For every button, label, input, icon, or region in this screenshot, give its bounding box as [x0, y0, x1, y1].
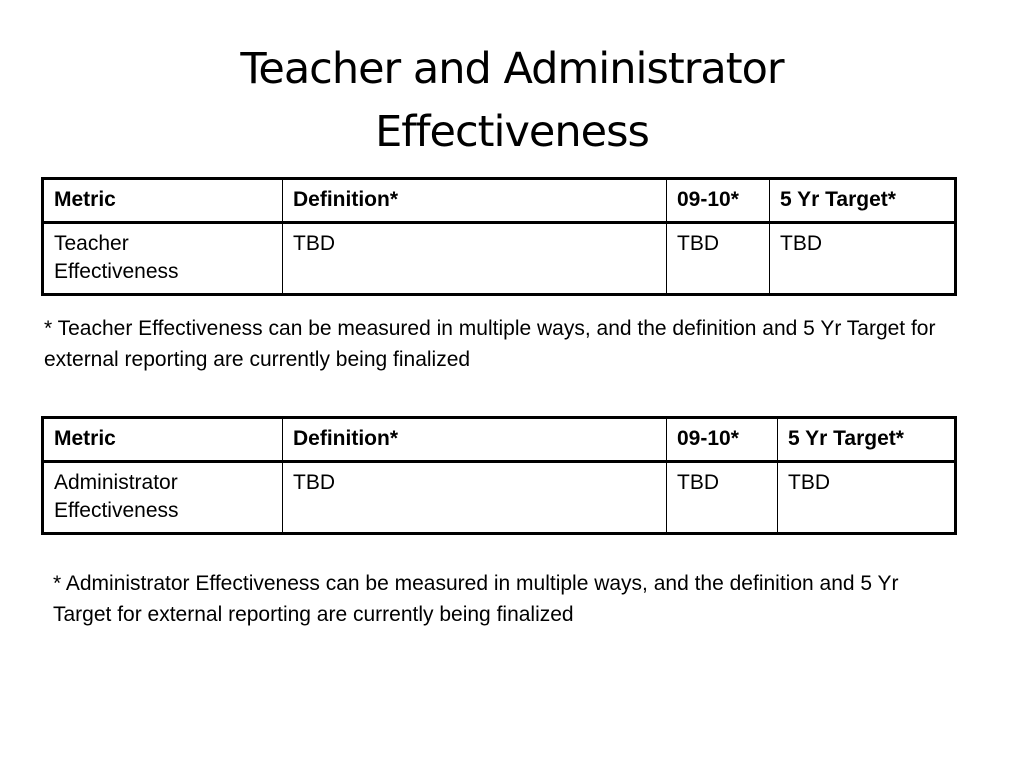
- header-metric: Metric: [43, 179, 283, 223]
- cell-metric: [43, 462, 283, 534]
- header-0910: 09-10*: [667, 179, 770, 223]
- teacher-effectiveness-table: [41, 177, 957, 296]
- cell-metric: [43, 223, 283, 295]
- metric-line1: Teacher: [54, 232, 129, 255]
- header-0910: 09-10*: [667, 418, 778, 462]
- cell-target: TBD: [778, 462, 956, 534]
- teacher-footnote: * Teacher Effectiveness can be measured in multiple ways, and the definition and 5 Yr Target for external reporting are currently being finalized: [44, 317, 936, 371]
- slide-title-line2: Effectiveness: [375, 107, 649, 157]
- header-definition: Definition*: [283, 179, 667, 223]
- table-header-row: [43, 418, 956, 462]
- header-target: 5 Yr Target*: [778, 418, 956, 462]
- cell-0910: TBD: [667, 223, 770, 295]
- cell-0910: TBD: [667, 462, 778, 534]
- metric-line2: Effectiveness: [54, 499, 179, 522]
- table-header-row: [43, 179, 956, 223]
- header-metric: Metric: [43, 418, 283, 462]
- header-definition: Definition*: [283, 418, 667, 462]
- administrator-effectiveness-table: [41, 416, 957, 535]
- table-row: [43, 462, 956, 534]
- administrator-footnote: * Administrator Effectiveness can be measured in multiple ways, and the definition and 5 Yr Target for external reporting are currently being finalized: [53, 572, 899, 626]
- header-target: 5 Yr Target*: [770, 179, 956, 223]
- table-row: [43, 223, 956, 295]
- metric-line2: Effectiveness: [54, 260, 179, 283]
- slide-title: [0, 38, 1024, 164]
- cell-target: TBD: [770, 223, 956, 295]
- cell-definition: TBD: [283, 462, 667, 534]
- metric-line1: Administrator: [54, 471, 178, 494]
- cell-definition: TBD: [283, 223, 667, 295]
- slide-title-line1: Teacher and Administrator: [240, 44, 784, 94]
